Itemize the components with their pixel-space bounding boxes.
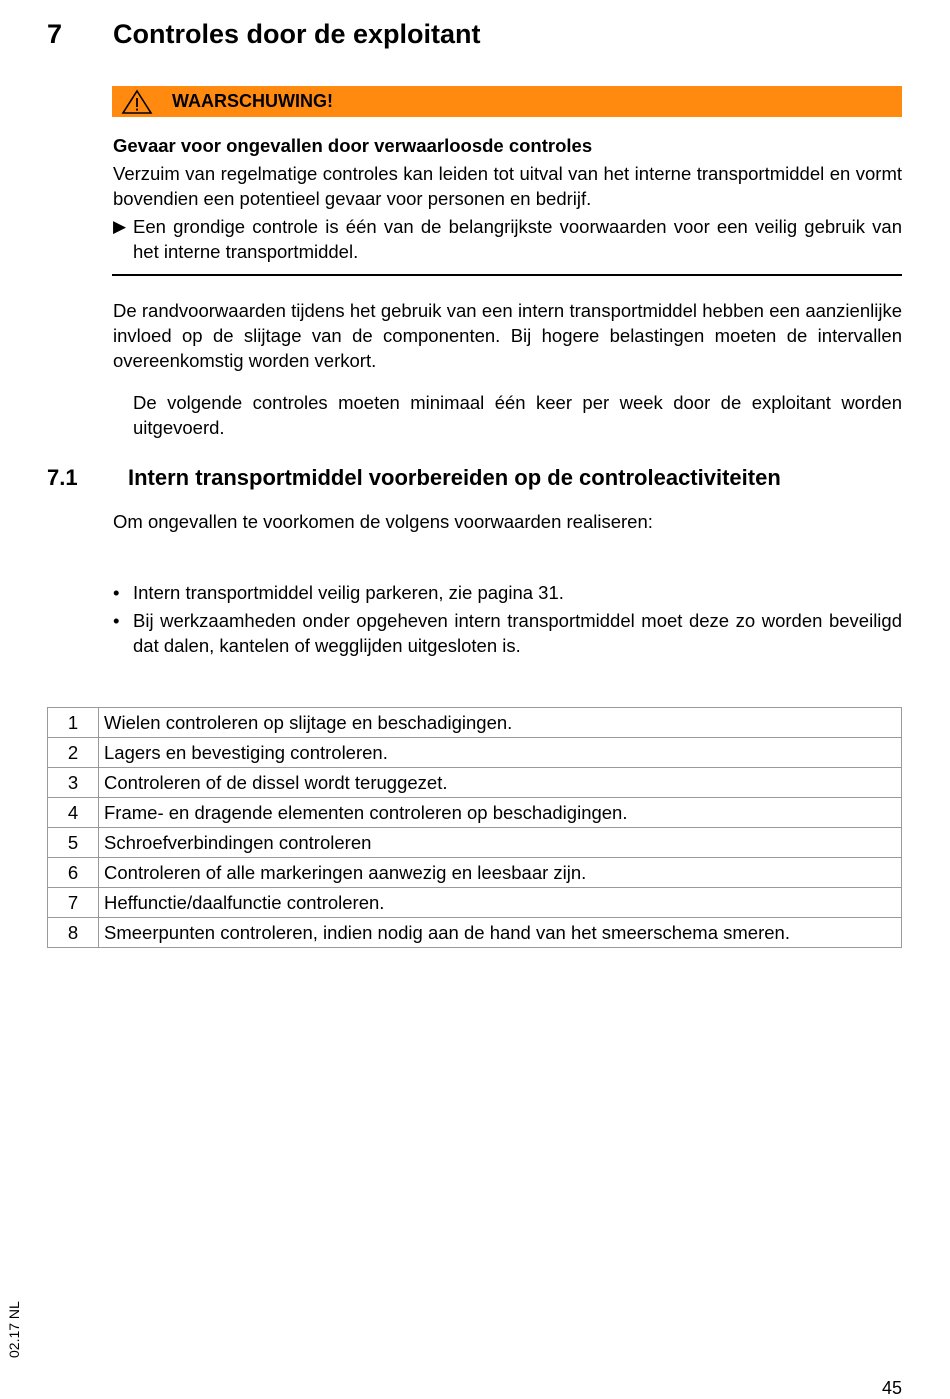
list-item bbox=[113, 608, 902, 658]
table-row bbox=[48, 738, 902, 768]
table-row bbox=[48, 708, 902, 738]
row-text: Controleren of alle markeringen aanwezig en leesbaar zijn. bbox=[99, 858, 902, 888]
row-number: 3 bbox=[48, 768, 99, 798]
warning-triangle-icon bbox=[121, 89, 153, 115]
warning-action bbox=[113, 214, 902, 264]
section-number: 7 bbox=[47, 19, 63, 49]
warning-action-text: Een grondige controle is één van de belangrijkste voorwaarden voor een veilig gebruik van het interne transportmiddel. bbox=[133, 216, 902, 262]
row-number: 6 bbox=[48, 858, 99, 888]
row-number: 2 bbox=[48, 738, 99, 768]
row-number: 4 bbox=[48, 798, 99, 828]
subsection-intro: Om ongevallen te voorkomen de volgens voorwaarden realiseren: bbox=[113, 511, 653, 532]
subsection-heading bbox=[47, 464, 781, 492]
page-number: 45 bbox=[881, 1378, 902, 1398]
table-row bbox=[48, 768, 902, 798]
warning-heading: Gevaar voor ongevallen door verwaarloosde controles bbox=[113, 135, 593, 156]
list-item-text: Intern transportmiddel veilig parkeren, zie pagina 31. bbox=[133, 582, 564, 603]
row-number: 8 bbox=[48, 918, 99, 948]
list-item-text: Bij werkzaamheden onder opgeheven intern transportmiddel moet deze zo worden beveiligd dat dalen, kantelen of wegglijden uitgesloten is. bbox=[133, 610, 902, 656]
table-row bbox=[48, 828, 902, 858]
row-text: Smeerpunten controleren, indien nodig aan de hand van het smeerschema smeren. bbox=[99, 918, 902, 948]
intro-paragraph: De randvoorwaarden tijdens het gebruik van een intern transportmiddel hebben een aanzienlijke invloed op de slijtage van de componenten. Bij hogere belastingen moeten de intervallen overeenkomstig worden verkort. bbox=[113, 300, 902, 371]
row-text: Wielen controleren op slijtage en beschadigingen. bbox=[99, 708, 902, 738]
table-row bbox=[48, 918, 902, 948]
warning-divider bbox=[112, 274, 902, 276]
arrow-right-icon: ▶ bbox=[113, 217, 127, 236]
row-text: Controleren of de dissel wordt teruggezet. bbox=[99, 768, 902, 798]
row-text: Lagers en bevestiging controleren. bbox=[99, 738, 902, 768]
warning-text: Verzuim van regelmatige controles kan leiden tot uitval van het interne transportmiddel en vormt bovendien een potentieel gevaar voor personen en bedrijf. bbox=[113, 163, 902, 209]
table-row bbox=[48, 888, 902, 918]
table-row bbox=[48, 798, 902, 828]
row-text: Frame- en dragende elementen controleren op beschadigingen. bbox=[99, 798, 902, 828]
bullet-icon: • bbox=[113, 610, 120, 631]
table-row bbox=[48, 858, 902, 888]
bullet-icon: • bbox=[113, 582, 120, 603]
section-heading bbox=[47, 17, 481, 51]
warning-bar bbox=[112, 86, 902, 117]
row-text: Heffunctie/daalfunctie controleren. bbox=[99, 888, 902, 918]
warning-label: WAARSCHUWING! bbox=[172, 91, 333, 111]
row-number: 1 bbox=[48, 708, 99, 738]
section-title: Controles door de exploitant bbox=[113, 19, 481, 49]
checks-table bbox=[47, 707, 902, 948]
subsection-number: 7.1 bbox=[47, 465, 78, 490]
subsection-title: Intern transportmiddel voorbereiden op de controleactiviteiten bbox=[128, 465, 781, 490]
note-paragraph: De volgende controles moeten minimaal één keer per week door de exploitant worden uitgevoerd. bbox=[133, 392, 902, 438]
edition-label: 02.17 NL bbox=[6, 1301, 22, 1358]
row-number: 5 bbox=[48, 828, 99, 858]
row-number: 7 bbox=[48, 888, 99, 918]
list-item bbox=[113, 580, 902, 605]
row-text: Schroefverbindingen controleren bbox=[99, 828, 902, 858]
